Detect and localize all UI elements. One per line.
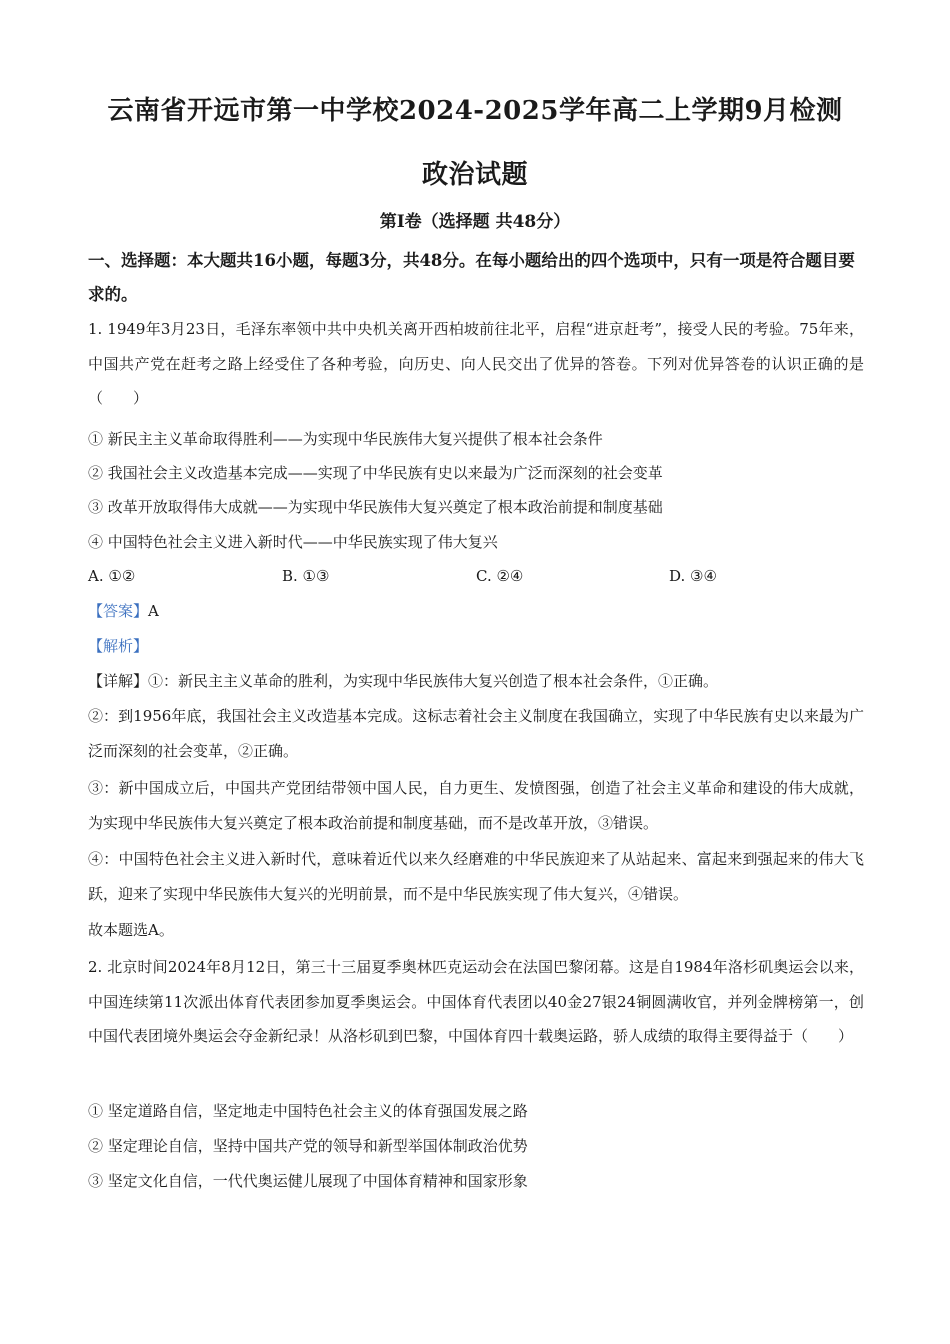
q1-option-a: A. ①② xyxy=(88,567,136,585)
volume-label: 第Ⅰ卷（选择题 共48分） xyxy=(379,212,571,232)
q1-statement-3: ③ 改革开放取得伟大成就——为实现中华民族伟大复兴奠定了根本政治前提和制度基础 xyxy=(88,498,663,516)
q1-statement-2: ② 我国社会主义改造基本完成——实现了中华民族有史以来最为广泛而深刻的社会变革 xyxy=(88,464,663,482)
document-title: 云南省开远市第一中学校2024-2025学年高二上学期9月检测 xyxy=(107,96,843,126)
q1-detail-3: ③：新中国成立后，中国共产党团结带领中国人民，自力更生、发愤图强，创造了社会主义革命和建设的伟大成就，为实现中华民族伟大复兴奠定了根本政治前提和制度基础，而不是改革开放，③错误。 xyxy=(88,779,864,832)
q1-statement-4: ④ 中国特色社会主义进入新时代——中华民族实现了伟大复兴 xyxy=(88,533,498,551)
q1-conclusion: 故本题选A。 xyxy=(88,921,174,939)
q1-detail-1 xyxy=(88,664,864,699)
q2-statement-1: ① 坚定道路自信，坚定地走中国特色社会主义的体育强国发展之路 xyxy=(88,1102,528,1120)
q1-detail-4: ④：中国特色社会主义进入新时代，意味着近代以来久经磨难的中华民族迎来了从站起来、富起来到强起来的伟大飞跃，迎来了实现中华民族伟大复兴的光明前景，而不是中华民族实现了伟大复兴，④错误。 xyxy=(88,850,864,903)
q2-stem: 2. 北京时间2024年8月12日，第三十三届夏季奥林匹克运动会在法国巴黎闭幕。这是自1984年洛杉矶奥运会以来，中国连续第11次派出体育代表团参加夏季奥运会。中国体育代表团以40金27银24铜圆满收官，并列金牌榜第一，创中国代表团境外奥运会夺金新纪录！从洛杉矶到巴黎，中国体育四十载奥运路，骄人成绩的取得主要得益于（ ） xyxy=(88,958,864,1045)
detail-text: ①：新民主主义革命的胜利，为实现中华民族伟大复兴创造了根本社会条件，①正确。 xyxy=(148,672,719,690)
q2-statement-3: ③ 坚定文化自信，一代代奥运健儿展现了中国体育精神和国家形象 xyxy=(88,1172,528,1190)
document-subject-title: 政治试题 xyxy=(421,160,528,190)
section-heading: 一、选择题：本大题共16小题，每题3分，共48分。在每小题给出的四个选项中，只有一项是符合题目要求的。 xyxy=(88,251,855,304)
q1-option-c: C. ②④ xyxy=(476,567,524,585)
q1-statement-1: ① 新民主主义革命取得胜利——为实现中华民族伟大复兴提供了根本社会条件 xyxy=(88,430,603,448)
q1-stem: 1. 1949年3月23日，毛泽东率领中共中央机关离开西柏坡前往北平，启程“进京赶考”，接受人民的考验。75年来，中国共产党在赶考之路上经受住了各种考验，向历史、向人民交出了优异的答卷。下列对优异答卷的认识正确的是（ ） xyxy=(88,320,864,407)
answer-value: A xyxy=(148,602,159,620)
q2-statement-2: ② 坚定理论自信，坚持中国共产党的领导和新型举国体制政治优势 xyxy=(88,1137,528,1155)
q1-answer xyxy=(88,594,864,629)
q1-option-b: B. ①③ xyxy=(282,567,330,585)
detail-tag: 【详解】 xyxy=(88,672,149,690)
q1-option-d: D. ③④ xyxy=(669,567,717,585)
q1-detail-2: ②：到1956年底，我国社会主义改造基本完成。这标志着社会主义制度在我国确立，实现了中华民族有史以来最为广泛而深刻的社会变革，②正确。 xyxy=(88,707,864,760)
analysis-tag: 【解析】 xyxy=(88,637,149,655)
answer-tag: 【答案】 xyxy=(88,602,149,620)
